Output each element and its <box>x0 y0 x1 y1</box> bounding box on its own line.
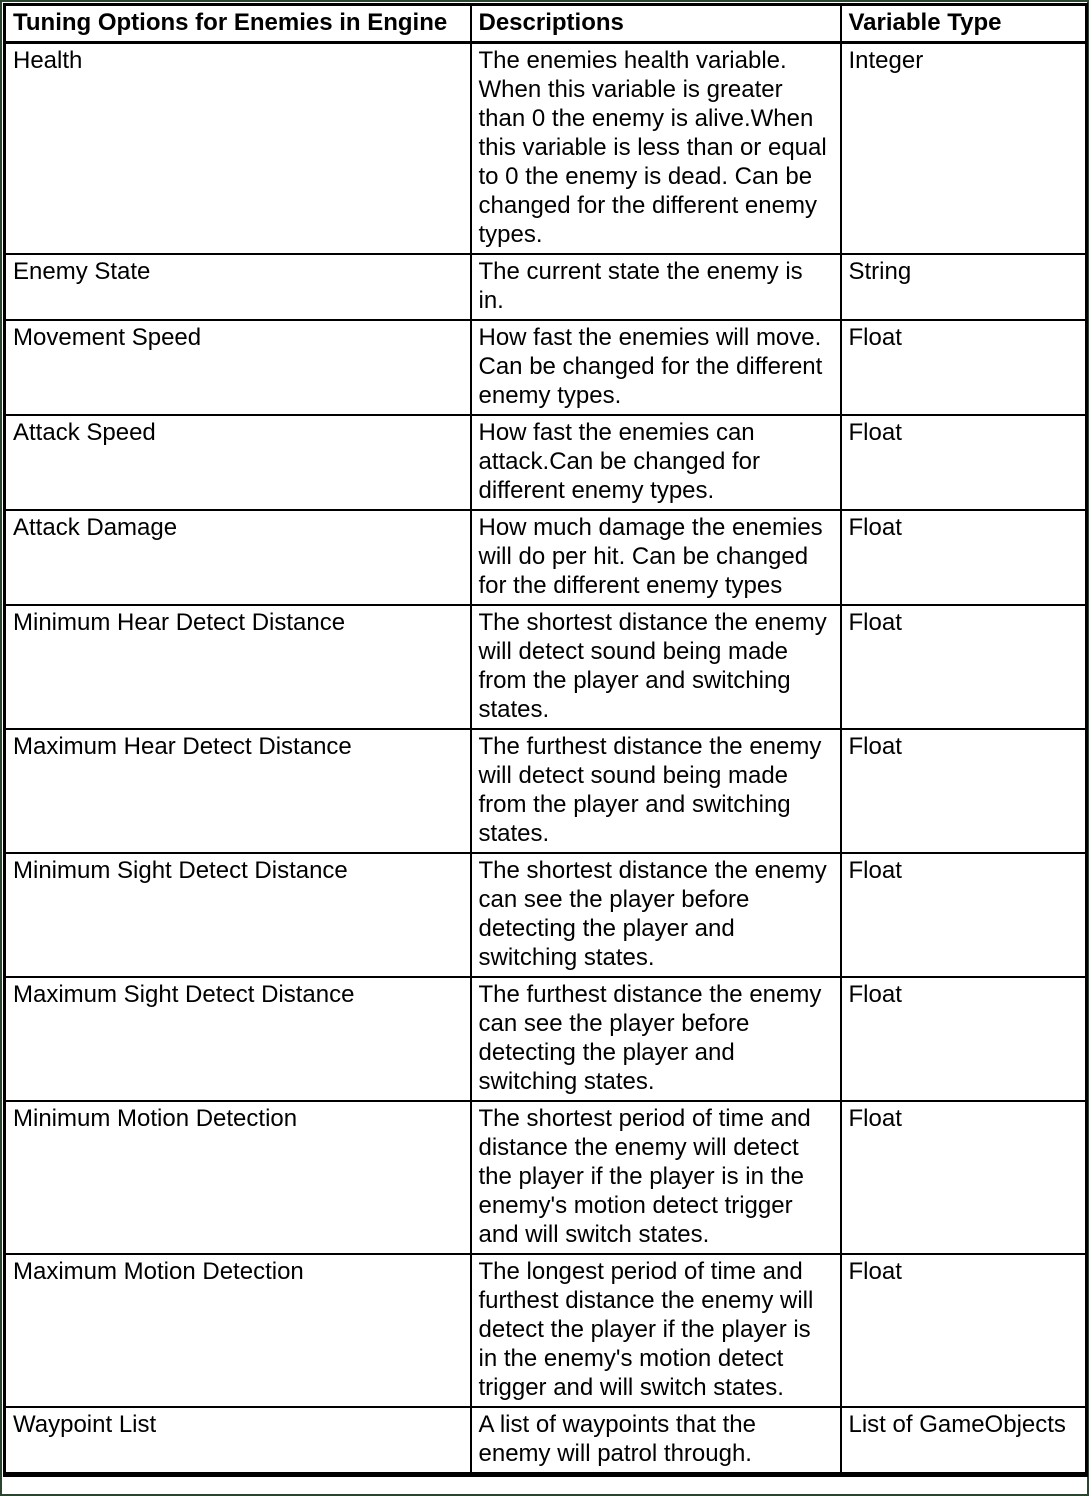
description-cell: How fast the enemies can attack.Can be changed for different enemy types. <box>471 415 841 510</box>
table-row <box>5 510 1087 605</box>
column-header-variable-type: Variable Type <box>841 5 1087 43</box>
table-row <box>5 977 1087 1101</box>
option-cell: Minimum Sight Detect Distance <box>5 853 471 977</box>
type-cell: Float <box>841 853 1087 977</box>
table-row <box>5 43 1087 255</box>
option-cell: Maximum Sight Detect Distance <box>5 977 471 1101</box>
description-cell: The enemies health variable. When this variable is greater than 0 the enemy is alive.When this variable is less than or equal to 0 the enemy is dead. Can be changed for the different enemy types. <box>471 43 841 255</box>
type-cell: Float <box>841 605 1087 729</box>
type-cell: Float <box>841 415 1087 510</box>
table-row <box>5 254 1087 320</box>
type-cell: Float <box>841 320 1087 415</box>
description-cell: The current state the enemy is in. <box>471 254 841 320</box>
option-cell: Enemy State <box>5 254 471 320</box>
description-cell: The longest period of time and furthest distance the enemy will detect the player if the player is in the enemy's motion detect trigger and will switch states. <box>471 1254 841 1407</box>
type-cell: List of GameObjects <box>841 1407 1087 1475</box>
type-cell: Float <box>841 1101 1087 1254</box>
type-cell: String <box>841 254 1087 320</box>
option-cell: Waypoint List <box>5 1407 471 1475</box>
column-header-tuning-options: Tuning Options for Enemies in Engine <box>5 5 471 43</box>
type-cell: Float <box>841 977 1087 1101</box>
description-cell: The furthest distance the enemy will detect sound being made from the player and switching states. <box>471 729 841 853</box>
table-row <box>5 1407 1087 1475</box>
column-header-descriptions: Descriptions <box>471 5 841 43</box>
option-cell: Attack Speed <box>5 415 471 510</box>
option-cell: Health <box>5 43 471 255</box>
option-cell: Minimum Motion Detection <box>5 1101 471 1254</box>
type-cell: Float <box>841 729 1087 853</box>
type-cell: Float <box>841 1254 1087 1407</box>
description-cell: A list of waypoints that the enemy will patrol through. <box>471 1407 841 1475</box>
table-row <box>5 320 1087 415</box>
option-cell: Attack Damage <box>5 510 471 605</box>
description-cell: The furthest distance the enemy can see the player before detecting the player and switching states. <box>471 977 841 1101</box>
description-cell: The shortest distance the enemy can see the player before detecting the player and switching states. <box>471 853 841 977</box>
table-row <box>5 415 1087 510</box>
option-cell: Maximum Hear Detect Distance <box>5 729 471 853</box>
description-cell: The shortest period of time and distance the enemy will detect the player if the player is in the enemy's motion detect trigger and will switch states. <box>471 1101 841 1254</box>
option-cell: Movement Speed <box>5 320 471 415</box>
option-cell: Minimum Hear Detect Distance <box>5 605 471 729</box>
tuning-options-table <box>3 3 1088 1477</box>
description-cell: How much damage the enemies will do per hit. Can be changed for the different enemy types <box>471 510 841 605</box>
table-row <box>5 1101 1087 1254</box>
header-row <box>5 5 1087 43</box>
type-cell: Float <box>841 510 1087 605</box>
table-row <box>5 1254 1087 1407</box>
table-row <box>5 853 1087 977</box>
description-cell: How fast the enemies will move. Can be changed for the different enemy types. <box>471 320 841 415</box>
option-cell: Maximum Motion Detection <box>5 1254 471 1407</box>
type-cell: Integer <box>841 43 1087 255</box>
table-row <box>5 729 1087 853</box>
description-cell: The shortest distance the enemy will detect sound being made from the player and switching states. <box>471 605 841 729</box>
table-row <box>5 605 1087 729</box>
